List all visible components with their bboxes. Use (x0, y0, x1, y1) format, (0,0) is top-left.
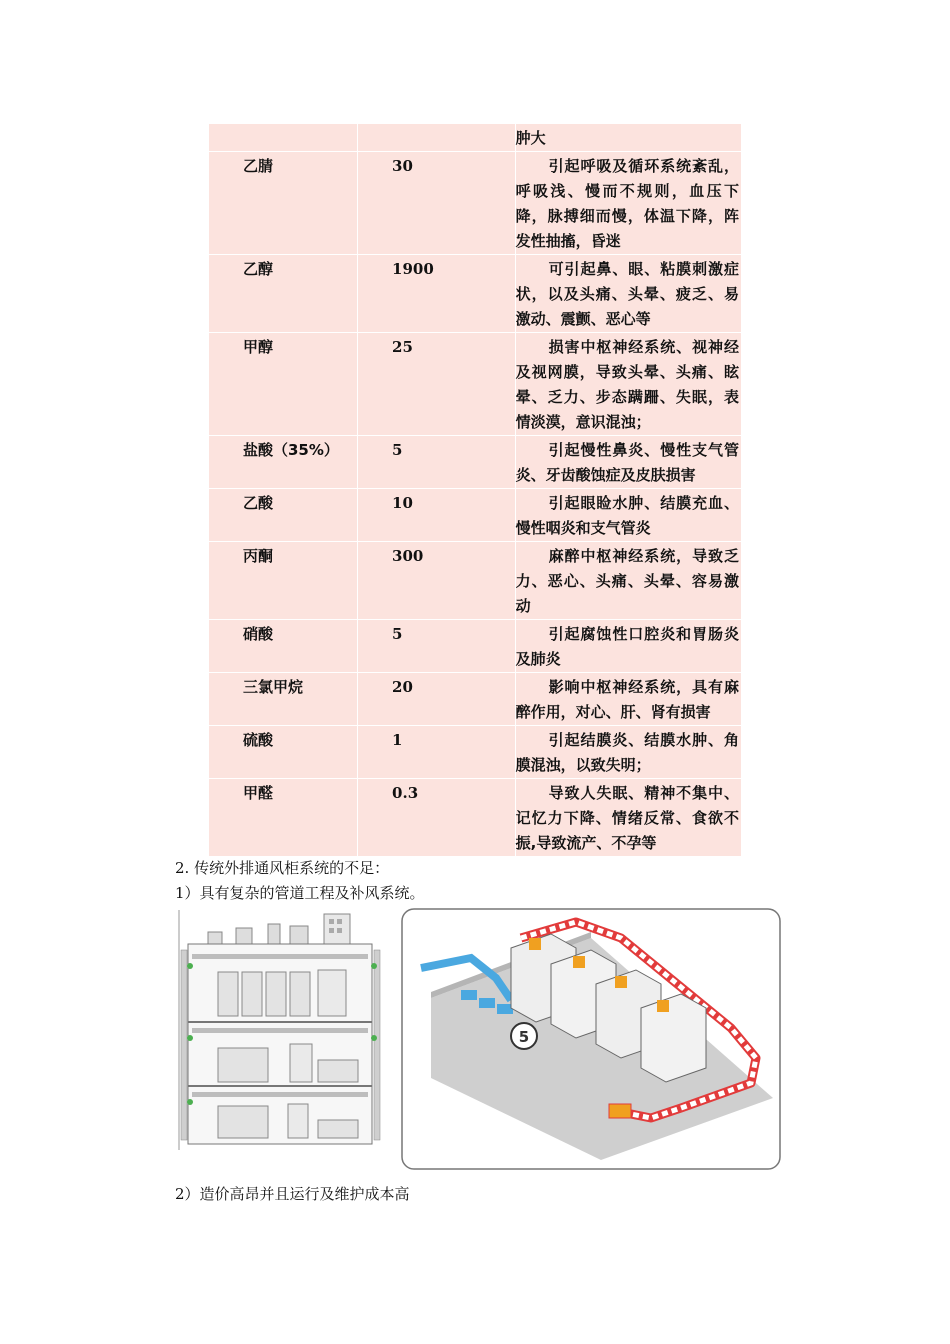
table-row (209, 124, 741, 152)
health-effect-cell (515, 489, 741, 542)
table-row (209, 152, 741, 255)
substance-name (209, 124, 358, 152)
health-effect-cell (515, 779, 741, 857)
substance-name: 甲醇 (209, 333, 358, 436)
table-row (209, 542, 741, 620)
health-effect-text: 麻醉中枢神经系统，导致乏力、恶心、头痛、头晕、容易激动 (515, 547, 739, 615)
exposure-limit-value: 300 (358, 542, 516, 620)
health-effect-text: 引起结膜炎、结膜水肿、角膜混浊，以致失明； (515, 731, 739, 774)
health-effect-cell (515, 673, 741, 726)
health-effect-cell (515, 542, 741, 620)
health-effect-text: 导致人失眠、精神不集中、记忆力下降、情绪反常、食欲不振,导致流产、不孕等 (515, 784, 739, 852)
substance-name: 丙酮 (209, 542, 358, 620)
exposure-limit-value: 0.3 (358, 779, 516, 857)
figure-badge-number: 5 (518, 1028, 530, 1046)
exposure-limit-value: 5 (358, 620, 516, 673)
health-effect-cell (515, 152, 741, 255)
exposure-limit-value: 1900 (358, 255, 516, 333)
exposure-limit-value: 10 (358, 489, 516, 542)
table-row (209, 255, 741, 333)
health-effect-text: 损害中枢神经系统、视神经及视网膜，导致头晕、头痛、眩晕、乏力、步态蹒跚、失眠，表情淡漠，意识混浊； (515, 338, 739, 431)
health-effect-text: 影响中枢神经系统，具有麻醉作用，对心、肝、肾有损害 (515, 678, 739, 721)
health-effect-text: 肿大 (515, 129, 546, 147)
building-duct-schematic (178, 910, 386, 1150)
exposure-limit-value: 30 (358, 152, 516, 255)
substance-name: 硫酸 (209, 726, 358, 779)
isometric-duct-illustration (401, 908, 781, 1170)
section-title: 2. 传统外排通风柜系统的不足： (175, 859, 390, 877)
exposure-limit-value: 20 (358, 673, 516, 726)
health-effect-cell (515, 333, 741, 436)
toxicity-table (209, 124, 741, 857)
table-row (209, 726, 741, 779)
substance-name: 甲醛 (209, 779, 358, 857)
exposure-limit-value (358, 124, 516, 152)
substance-name: 乙腈 (209, 152, 358, 255)
health-effect-text: 引起慢性鼻炎、慢性支气管炎、牙齿酸蚀症及皮肤损害 (515, 441, 739, 484)
table-row (209, 620, 741, 673)
table-row (209, 333, 741, 436)
health-effect-cell (515, 726, 741, 779)
health-effect-cell (515, 620, 741, 673)
health-effect-text: 引起呼吸及循环系统紊乱，呼吸浅、慢而不规则，血压下降，脉搏细而慢，体温下降，阵发性抽搐，昏迷 (515, 157, 739, 250)
health-effect-text: 引起腐蚀性口腔炎和胃肠炎及肺炎 (515, 625, 739, 668)
health-effect-cell (515, 255, 741, 333)
health-effect-cell (515, 124, 741, 152)
exposure-limit-value: 25 (358, 333, 516, 436)
substance-name: 硝酸 (209, 620, 358, 673)
table-row (209, 436, 741, 489)
substance-name: 乙醇 (209, 255, 358, 333)
substance-name: 三氯甲烷 (209, 673, 358, 726)
health-effect-text: 可引起鼻、眼、粘膜刺激症状，以及头痛、头晕、疲乏、易激动、震颤、恶心等 (515, 260, 739, 328)
exposure-limit-value: 1 (358, 726, 516, 779)
table-row (209, 673, 741, 726)
point-2-text: 2）造价高昂并且运行及维护成本高 (175, 1185, 410, 1203)
point-1-text: 1）具有复杂的管道工程及补风系统。 (175, 884, 425, 902)
substance-name: 盐酸（35%） (209, 436, 358, 489)
substance-name: 乙酸 (209, 489, 358, 542)
table-row (209, 489, 741, 542)
health-effect-cell (515, 436, 741, 489)
exposure-limit-value: 5 (358, 436, 516, 489)
table-row (209, 779, 741, 857)
health-effect-text: 引起眼睑水肿、结膜充血、慢性咽炎和支气管炎 (515, 494, 739, 537)
